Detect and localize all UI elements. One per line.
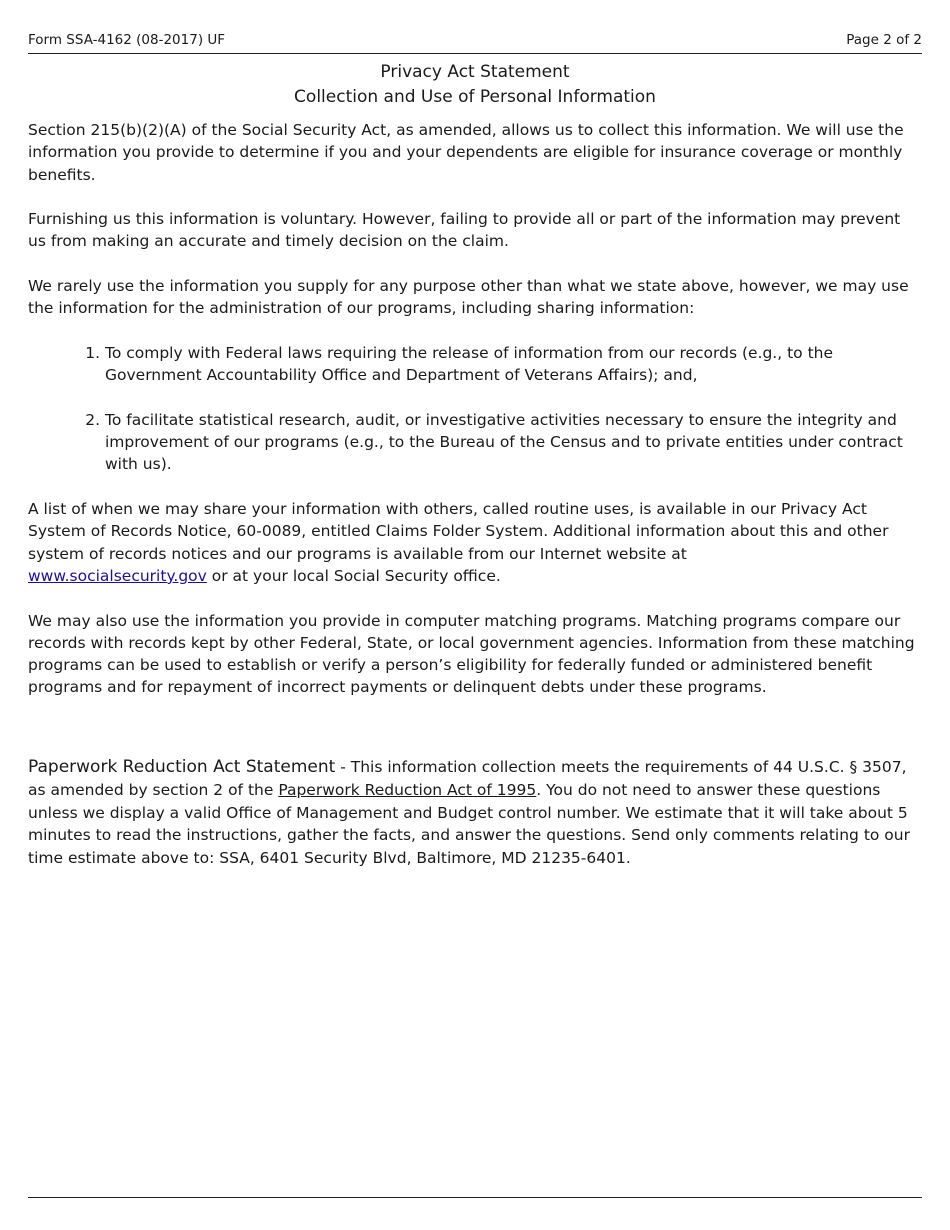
header-divider <box>28 53 922 54</box>
sharing-list <box>28 342 922 476</box>
privacy-paragraph-authority: Section 215(b)(2)(A) of the Social Security Act, as amended, allows us to collect this information. We will use the information you provide to determine if you and your dependents are eligible for insurance coverage or monthly benefits. <box>28 121 904 184</box>
privacy-paragraph-voluntary: Furnishing us this information is voluntary. However, failing to provide all or part of the information may prevent us from making an accurate and timely decision on the claim. <box>28 210 901 251</box>
form-id: Form SSA-4162 (08-2017) UF <box>28 32 226 48</box>
list-item: 1. To comply with Federal laws requiring the release of information from our records (e.g., to the Government Accountability Office and Department of Veterans Affairs); and, <box>105 342 922 387</box>
paperwork-heading: Paperwork Reduction Act Statement <box>28 757 336 777</box>
list-item: 2. To facilitate statistical research, audit, or investigative activities necessary to ensure the integrity and improvement of our programs (e.g., to the Bureau of the Census and to private entities under contract with us). <box>105 409 922 476</box>
privacy-paragraph-matching: We may also use the information you provide in computer matching programs. Matching programs compare our records with records kept by other Federal, State, or local government agencies. Information from these matching programs can be used to establish or verify a person’s eligibility for federally funded or administered benefit programs and for repayment of incorrect payments or delinquent debts under these programs. <box>28 611 915 697</box>
privacy-statement <box>28 119 922 721</box>
routine-uses-tail: or at your local Social Security office. <box>206 566 501 585</box>
privacy-titles <box>28 60 922 110</box>
paperwork-text-after: . You do not need to answer these questions unless we display a valid Office of Management and Budget control number. We estimate that it will take about 5 minutes to read the instructions, gather the facts, and answer the questions. Send only comments relating to our time estimate above to: SSA, 6401 Security Blvd, Baltimore, MD 21235-6401. <box>28 780 910 868</box>
page-number: Page 2 of 2 <box>846 32 922 48</box>
privacy-title: Privacy Act Statement <box>380 62 570 82</box>
paperwork-act-name: Paperwork Reduction Act of 1995 <box>278 780 537 799</box>
footer-divider <box>28 1197 922 1198</box>
privacy-subtitle: Collection and Use of Personal Information <box>294 87 656 107</box>
privacy-paragraph-uses: We rarely use the information you supply for any purpose other than what we state above, however, we may use the information for the administration of our programs, including sharing information: <box>28 277 909 318</box>
privacy-paragraph-routine-uses <box>28 498 922 587</box>
socialsecurity-website-link[interactable]: www.socialsecurity.gov <box>28 566 207 585</box>
paperwork-text-before: - This information collection meets the requirements of 44 U.S.C. § 3507, as amended by section 2 of the <box>28 758 907 799</box>
page-header <box>28 31 922 51</box>
routine-uses-text: A list of when we may share your information with others, called routine uses, is available in our Privacy Act System of Records Notice, 60-0089, entitled Claims Folder System. Additional information about this and other system of records notices and our programs is available from our Internet website at <box>28 500 889 563</box>
document-page <box>28 0 922 1230</box>
paperwork-reduction-statement <box>28 756 922 870</box>
